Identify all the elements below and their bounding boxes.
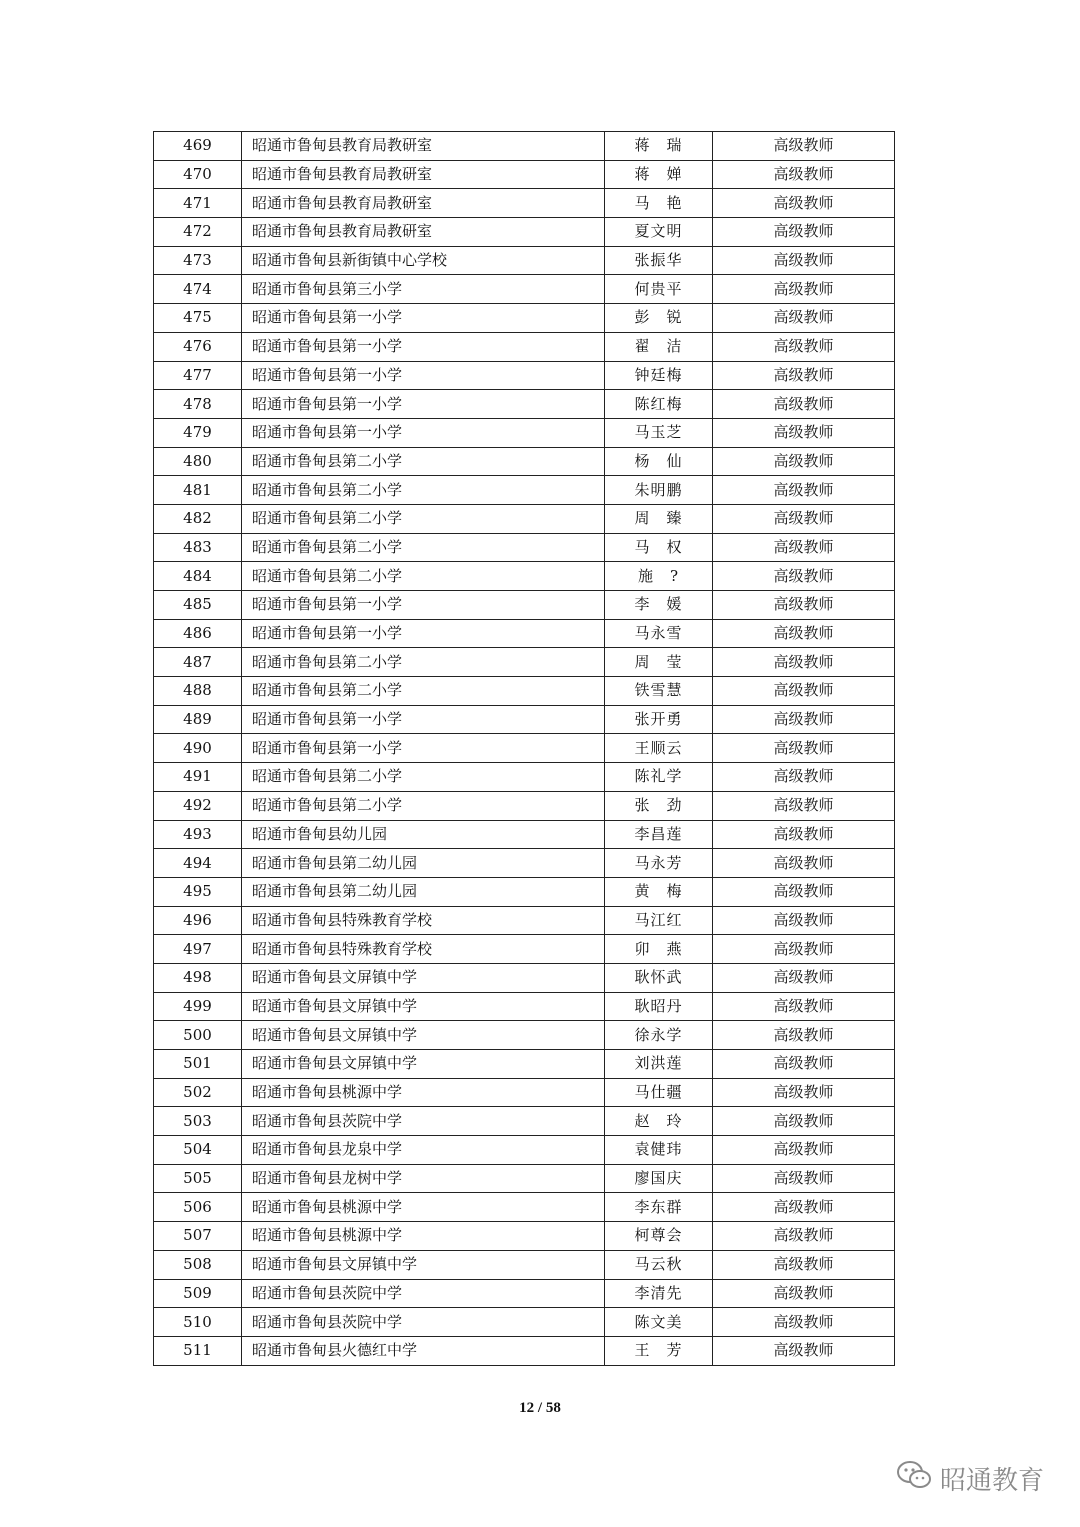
table-row	[154, 820, 895, 849]
title-cell: 高级教师	[713, 1279, 895, 1308]
school-cell: 昭通市鲁甸县教育局教研室	[242, 132, 605, 161]
school-cell: 昭通市鲁甸县龙树中学	[242, 1164, 605, 1193]
teacher-name-cell: 王顺云	[605, 734, 713, 763]
table-row	[154, 562, 895, 591]
teacher-list-table	[153, 131, 895, 1366]
row-number: 473	[154, 246, 242, 275]
row-number: 489	[154, 705, 242, 734]
school-cell: 昭通市鲁甸县教育局教研室	[242, 189, 605, 218]
title-cell: 高级教师	[713, 619, 895, 648]
teacher-name-cell: 李昌莲	[605, 820, 713, 849]
school-cell: 昭通市鲁甸县桃源中学	[242, 1222, 605, 1251]
table-row	[154, 791, 895, 820]
row-number: 470	[154, 160, 242, 189]
title-cell: 高级教师	[713, 160, 895, 189]
school-cell: 昭通市鲁甸县特殊教育学校	[242, 906, 605, 935]
title-cell: 高级教师	[713, 504, 895, 533]
title-cell: 高级教师	[713, 1021, 895, 1050]
watermark	[896, 1460, 1044, 1497]
school-cell: 昭通市鲁甸县桃源中学	[242, 1193, 605, 1222]
teacher-name-cell: 彭 锐	[605, 304, 713, 333]
school-cell: 昭通市鲁甸县第一小学	[242, 734, 605, 763]
teacher-name-cell: 袁健玮	[605, 1136, 713, 1165]
school-cell: 昭通市鲁甸县第一小学	[242, 591, 605, 620]
teacher-name-cell: 赵 玲	[605, 1107, 713, 1136]
school-cell: 昭通市鲁甸县第一小学	[242, 418, 605, 447]
teacher-name-cell: 李东群	[605, 1193, 713, 1222]
row-number: 511	[154, 1336, 242, 1365]
school-cell: 昭通市鲁甸县特殊教育学校	[242, 935, 605, 964]
table-row	[154, 906, 895, 935]
row-number: 502	[154, 1078, 242, 1107]
school-cell: 昭通市鲁甸县第一小学	[242, 390, 605, 419]
row-number: 492	[154, 791, 242, 820]
table-row	[154, 734, 895, 763]
row-number: 497	[154, 935, 242, 964]
title-cell: 高级教师	[713, 677, 895, 706]
school-cell: 昭通市鲁甸县第二小学	[242, 791, 605, 820]
title-cell: 高级教师	[713, 390, 895, 419]
row-number: 493	[154, 820, 242, 849]
school-cell: 昭通市鲁甸县幼儿园	[242, 820, 605, 849]
teacher-name-cell: 柯尊会	[605, 1222, 713, 1251]
table-row	[154, 877, 895, 906]
row-number: 485	[154, 591, 242, 620]
title-cell: 高级教师	[713, 304, 895, 333]
school-cell: 昭通市鲁甸县茨院中学	[242, 1279, 605, 1308]
table-row	[154, 1050, 895, 1079]
title-cell: 高级教师	[713, 877, 895, 906]
teacher-name-cell: 马 艳	[605, 189, 713, 218]
row-number: 487	[154, 648, 242, 677]
teacher-name-cell: 耿怀武	[605, 963, 713, 992]
table-row	[154, 1164, 895, 1193]
table-row	[154, 218, 895, 247]
table-body	[154, 132, 895, 1366]
teacher-name-cell: 周 臻	[605, 504, 713, 533]
school-cell: 昭通市鲁甸县第二小学	[242, 447, 605, 476]
teacher-name-cell: 陈红梅	[605, 390, 713, 419]
title-cell: 高级教师	[713, 1050, 895, 1079]
school-cell: 昭通市鲁甸县茨院中学	[242, 1308, 605, 1337]
table-row	[154, 705, 895, 734]
table-row	[154, 1308, 895, 1337]
title-cell: 高级教师	[713, 332, 895, 361]
table-row	[154, 1078, 895, 1107]
title-cell: 高级教师	[713, 1193, 895, 1222]
teacher-name-cell: 王 芳	[605, 1336, 713, 1365]
title-cell: 高级教师	[713, 418, 895, 447]
row-number: 500	[154, 1021, 242, 1050]
title-cell: 高级教师	[713, 648, 895, 677]
page-number: 12 / 58	[519, 1400, 561, 1416]
table-row	[154, 1336, 895, 1365]
title-cell: 高级教师	[713, 189, 895, 218]
row-number: 481	[154, 476, 242, 505]
school-cell: 昭通市鲁甸县第二小学	[242, 533, 605, 562]
teacher-name-cell: 马 权	[605, 533, 713, 562]
table-row	[154, 1279, 895, 1308]
teacher-name-cell: 施 ?	[605, 562, 713, 591]
table-row	[154, 992, 895, 1021]
school-cell: 昭通市鲁甸县第二小学	[242, 677, 605, 706]
table-row	[154, 763, 895, 792]
watermark-text: 昭通教育	[939, 1466, 1044, 1496]
row-number: 496	[154, 906, 242, 935]
row-number: 486	[154, 619, 242, 648]
school-cell: 昭通市鲁甸县文屏镇中学	[242, 963, 605, 992]
table-row	[154, 1193, 895, 1222]
school-cell: 昭通市鲁甸县第二小学	[242, 763, 605, 792]
title-cell: 高级教师	[713, 1336, 895, 1365]
table-row	[154, 1136, 895, 1165]
title-cell: 高级教师	[713, 1164, 895, 1193]
table-row	[154, 361, 895, 390]
teacher-name-cell: 杨 仙	[605, 447, 713, 476]
teacher-name-cell: 马云秋	[605, 1250, 713, 1279]
row-number: 483	[154, 533, 242, 562]
school-cell: 昭通市鲁甸县龙泉中学	[242, 1136, 605, 1165]
school-cell: 昭通市鲁甸县文屏镇中学	[242, 1050, 605, 1079]
teacher-name-cell: 卯 燕	[605, 935, 713, 964]
title-cell: 高级教师	[713, 591, 895, 620]
teacher-name-cell: 陈文美	[605, 1308, 713, 1337]
title-cell: 高级教师	[713, 763, 895, 792]
table-row	[154, 1250, 895, 1279]
teacher-name-cell: 耿昭丹	[605, 992, 713, 1021]
teacher-name-cell: 蒋 瑞	[605, 132, 713, 161]
row-number: 474	[154, 275, 242, 304]
school-cell: 昭通市鲁甸县第一小学	[242, 304, 605, 333]
table-row	[154, 189, 895, 218]
teacher-name-cell: 黄 梅	[605, 877, 713, 906]
row-number: 478	[154, 390, 242, 419]
school-cell: 昭通市鲁甸县教育局教研室	[242, 160, 605, 189]
school-cell: 昭通市鲁甸县第一小学	[242, 619, 605, 648]
table-row	[154, 418, 895, 447]
school-cell: 昭通市鲁甸县第二小学	[242, 504, 605, 533]
title-cell: 高级教师	[713, 734, 895, 763]
title-cell: 高级教师	[713, 562, 895, 591]
title-cell: 高级教师	[713, 820, 895, 849]
table-row	[154, 390, 895, 419]
teacher-name-cell: 李 媛	[605, 591, 713, 620]
title-cell: 高级教师	[713, 791, 895, 820]
title-cell: 高级教师	[713, 476, 895, 505]
teacher-name-cell: 蒋 婵	[605, 160, 713, 189]
row-number: 494	[154, 849, 242, 878]
row-number: 495	[154, 877, 242, 906]
school-cell: 昭通市鲁甸县第二幼儿园	[242, 877, 605, 906]
school-cell: 昭通市鲁甸县茨院中学	[242, 1107, 605, 1136]
table-row	[154, 504, 895, 533]
row-number: 503	[154, 1107, 242, 1136]
row-number: 476	[154, 332, 242, 361]
table-row	[154, 849, 895, 878]
row-number: 469	[154, 132, 242, 161]
title-cell: 高级教师	[713, 705, 895, 734]
row-number: 480	[154, 447, 242, 476]
title-cell: 高级教师	[713, 533, 895, 562]
title-cell: 高级教师	[713, 1222, 895, 1251]
row-number: 505	[154, 1164, 242, 1193]
school-cell: 昭通市鲁甸县第二小学	[242, 648, 605, 677]
teacher-name-cell: 张开勇	[605, 705, 713, 734]
school-cell: 昭通市鲁甸县文屏镇中学	[242, 1250, 605, 1279]
row-number: 499	[154, 992, 242, 1021]
teacher-name-cell: 铁雪慧	[605, 677, 713, 706]
row-number: 510	[154, 1308, 242, 1337]
teacher-name-cell: 夏文明	[605, 218, 713, 247]
row-number: 471	[154, 189, 242, 218]
row-number: 508	[154, 1250, 242, 1279]
teacher-name-cell: 朱明鹏	[605, 476, 713, 505]
school-cell: 昭通市鲁甸县第二幼儿园	[242, 849, 605, 878]
table-row	[154, 591, 895, 620]
row-number: 491	[154, 763, 242, 792]
row-number: 504	[154, 1136, 242, 1165]
school-cell: 昭通市鲁甸县文屏镇中学	[242, 992, 605, 1021]
teacher-name-cell: 马永芳	[605, 849, 713, 878]
table-row	[154, 619, 895, 648]
title-cell: 高级教师	[713, 992, 895, 1021]
row-number: 490	[154, 734, 242, 763]
teacher-name-cell: 李清先	[605, 1279, 713, 1308]
teacher-name-cell: 刘洪莲	[605, 1050, 713, 1079]
title-cell: 高级教师	[713, 1107, 895, 1136]
title-cell: 高级教师	[713, 275, 895, 304]
table-row	[154, 935, 895, 964]
school-cell: 昭通市鲁甸县教育局教研室	[242, 218, 605, 247]
teacher-name-cell: 翟 洁	[605, 332, 713, 361]
school-cell: 昭通市鲁甸县第二小学	[242, 476, 605, 505]
teacher-name-cell: 钟廷梅	[605, 361, 713, 390]
table-row	[154, 1107, 895, 1136]
teacher-name-cell: 马仕疆	[605, 1078, 713, 1107]
table-row	[154, 476, 895, 505]
row-number: 484	[154, 562, 242, 591]
title-cell: 高级教师	[713, 906, 895, 935]
row-number: 475	[154, 304, 242, 333]
teacher-name-cell: 周 莹	[605, 648, 713, 677]
row-number: 479	[154, 418, 242, 447]
table-row	[154, 1222, 895, 1251]
school-cell: 昭通市鲁甸县桃源中学	[242, 1078, 605, 1107]
title-cell: 高级教师	[713, 849, 895, 878]
school-cell: 昭通市鲁甸县新街镇中心学校	[242, 246, 605, 275]
table-row	[154, 677, 895, 706]
title-cell: 高级教师	[713, 1250, 895, 1279]
school-cell: 昭通市鲁甸县第一小学	[242, 361, 605, 390]
teacher-name-cell: 马江红	[605, 906, 713, 935]
title-cell: 高级教师	[713, 1136, 895, 1165]
title-cell: 高级教师	[713, 935, 895, 964]
table-row	[154, 275, 895, 304]
title-cell: 高级教师	[713, 963, 895, 992]
table-row	[154, 1021, 895, 1050]
row-number: 488	[154, 677, 242, 706]
school-cell: 昭通市鲁甸县火德红中学	[242, 1336, 605, 1365]
table-row	[154, 648, 895, 677]
teacher-name-cell: 徐永学	[605, 1021, 713, 1050]
row-number: 498	[154, 963, 242, 992]
school-cell: 昭通市鲁甸县第二小学	[242, 562, 605, 591]
title-cell: 高级教师	[713, 1308, 895, 1337]
wechat-icon	[896, 1460, 932, 1497]
school-cell: 昭通市鲁甸县第一小学	[242, 332, 605, 361]
teacher-name-cell: 张振华	[605, 246, 713, 275]
title-cell: 高级教师	[713, 447, 895, 476]
table-row	[154, 447, 895, 476]
table-row	[154, 246, 895, 275]
row-number: 507	[154, 1222, 242, 1251]
row-number: 472	[154, 218, 242, 247]
teacher-name-cell: 马玉芝	[605, 418, 713, 447]
row-number: 501	[154, 1050, 242, 1079]
title-cell: 高级教师	[713, 361, 895, 390]
title-cell: 高级教师	[713, 132, 895, 161]
table-row	[154, 132, 895, 161]
school-cell: 昭通市鲁甸县第三小学	[242, 275, 605, 304]
row-number: 509	[154, 1279, 242, 1308]
table-row	[154, 332, 895, 361]
teacher-name-cell: 陈礼学	[605, 763, 713, 792]
row-number: 482	[154, 504, 242, 533]
table-row	[154, 963, 895, 992]
teacher-name-cell: 张 劲	[605, 791, 713, 820]
title-cell: 高级教师	[713, 218, 895, 247]
school-cell: 昭通市鲁甸县第一小学	[242, 705, 605, 734]
teacher-name-cell: 何贵平	[605, 275, 713, 304]
school-cell: 昭通市鲁甸县文屏镇中学	[242, 1021, 605, 1050]
table-row	[154, 160, 895, 189]
table-row	[154, 304, 895, 333]
teacher-name-cell: 廖国庆	[605, 1164, 713, 1193]
title-cell: 高级教师	[713, 1078, 895, 1107]
table-row	[154, 533, 895, 562]
row-number: 477	[154, 361, 242, 390]
row-number: 506	[154, 1193, 242, 1222]
teacher-name-cell: 马永雪	[605, 619, 713, 648]
title-cell: 高级教师	[713, 246, 895, 275]
